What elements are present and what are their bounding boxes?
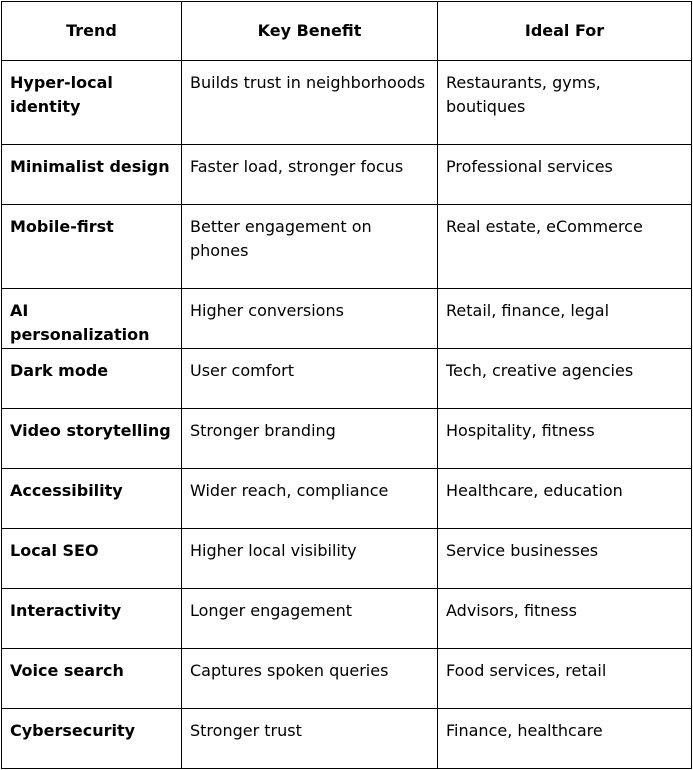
ideal-for-cell: Tech, creative agencies — [438, 349, 692, 409]
benefit-cell: User comfort — [182, 349, 438, 409]
benefit-cell: Wider reach, compliance — [182, 469, 438, 529]
header-trend: Trend — [2, 2, 182, 61]
benefit-cell: Builds trust in neighborhoods — [182, 61, 438, 145]
benefit-cell: Captures spoken queries — [182, 649, 438, 709]
table-row — [2, 145, 692, 205]
ideal-for-cell: Restaurants, gyms, boutiques — [438, 61, 692, 145]
trend-cell: Dark mode — [2, 349, 182, 409]
table-row — [2, 61, 692, 145]
trend-cell: AI personalization — [2, 289, 182, 349]
table-row — [2, 529, 692, 589]
ideal-for-cell: Hospitality, fitness — [438, 409, 692, 469]
ideal-for-cell: Food services, retail — [438, 649, 692, 709]
table-row — [2, 709, 692, 769]
table-row — [2, 349, 692, 409]
table-row — [2, 409, 692, 469]
trend-cell: Minimalist design — [2, 145, 182, 205]
header-ideal-for: Ideal For — [438, 2, 692, 61]
ideal-for-cell: Service businesses — [438, 529, 692, 589]
trend-cell: Mobile-first — [2, 205, 182, 289]
trend-cell: Voice search — [2, 649, 182, 709]
ideal-for-cell: Finance, healthcare — [438, 709, 692, 769]
header-key-benefit: Key Benefit — [182, 2, 438, 61]
table-row — [2, 649, 692, 709]
trends-table — [1, 1, 692, 769]
header-row — [2, 2, 692, 61]
benefit-cell: Stronger trust — [182, 709, 438, 769]
ideal-for-cell: Professional services — [438, 145, 692, 205]
table-row — [2, 469, 692, 529]
trend-cell: Video storytelling — [2, 409, 182, 469]
trend-cell: Accessibility — [2, 469, 182, 529]
table-row — [2, 289, 692, 349]
trend-cell: Interactivity — [2, 589, 182, 649]
benefit-cell: Stronger branding — [182, 409, 438, 469]
table-row — [2, 589, 692, 649]
table-row — [2, 205, 692, 289]
ideal-for-cell: Advisors, fitness — [438, 589, 692, 649]
benefit-cell: Higher local visibility — [182, 529, 438, 589]
ideal-for-cell: Real estate, eCommerce — [438, 205, 692, 289]
ideal-for-cell: Healthcare, education — [438, 469, 692, 529]
trend-cell: Cybersecurity — [2, 709, 182, 769]
trend-cell: Local SEO — [2, 529, 182, 589]
benefit-cell: Faster load, stronger focus — [182, 145, 438, 205]
benefit-cell: Higher conversions — [182, 289, 438, 349]
benefit-cell: Longer engagement — [182, 589, 438, 649]
benefit-cell: Better engagement on phones — [182, 205, 438, 289]
ideal-for-cell: Retail, finance, legal — [438, 289, 692, 349]
trend-cell: Hyper-local identity — [2, 61, 182, 145]
